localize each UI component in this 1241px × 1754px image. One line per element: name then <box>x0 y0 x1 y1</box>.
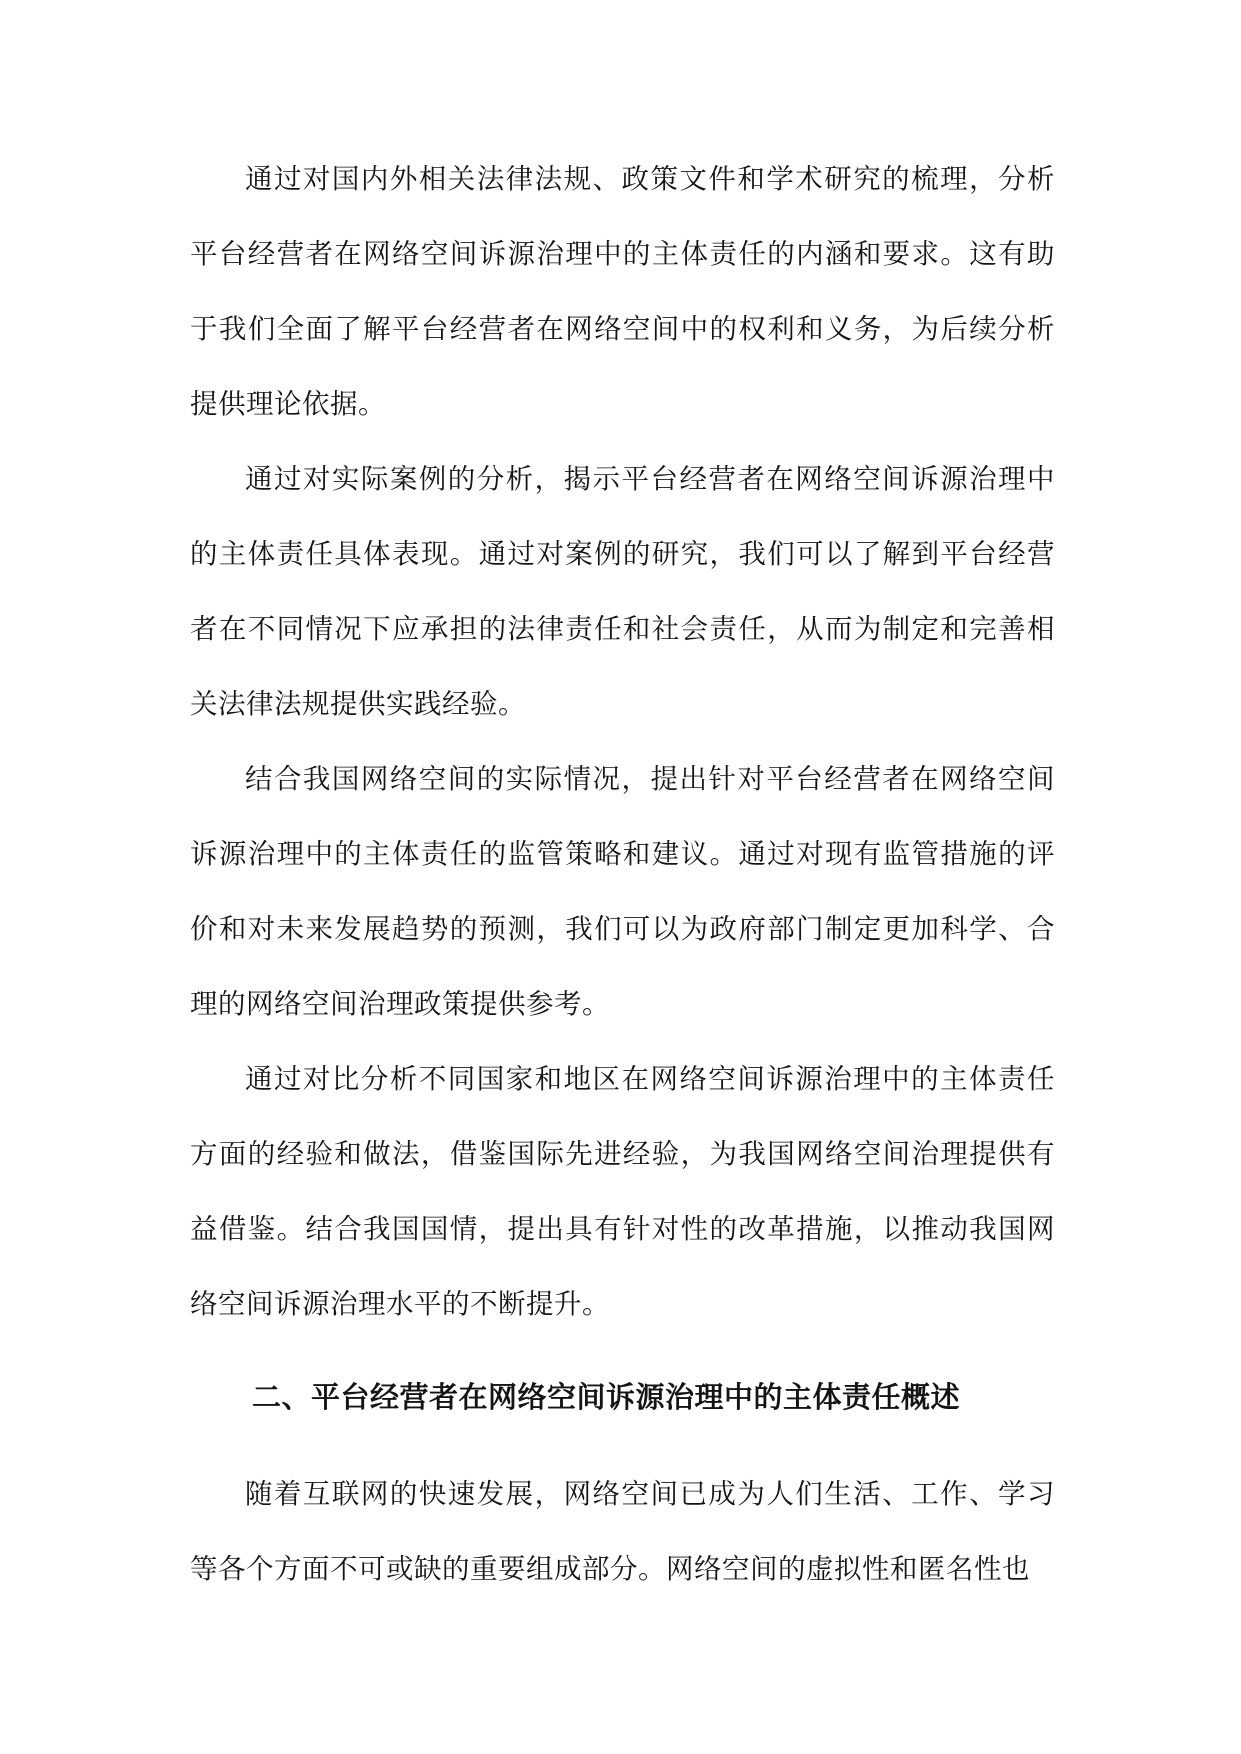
section-heading: 二、平台经营者在网络空间诉源治理中的主体责任概述 <box>252 1380 961 1414</box>
body-text <box>190 142 1055 1342</box>
section-body-text <box>190 1457 1055 1607</box>
paragraph-4: 通过对比分析不同国家和地区在网络空间诉源治理中的主体责任方面的经验和做法，借鉴国际先进经验，为我国网络空间治理提供有益借鉴。结合我国国情，提出具有针对性的改革措施，以推动我国网络空间诉源治理水平的不断提升。 <box>190 1063 1055 1320</box>
paragraph-1: 通过对国内外相关法律法规、政策文件和学术研究的梳理，分析平台经营者在网络空间诉源治理中的主体责任的内涵和要求。这有助于我们全面了解平台经营者在网络空间中的权利和义务，为后续分析提供理论依据。 <box>190 163 1055 420</box>
section-paragraph-1: 随着互联网的快速发展，网络空间已成为人们生活、工作、学习等各个方面不可或缺的重要组成部分。网络空间的虚拟性和匿名性也 <box>190 1478 1055 1585</box>
paragraph-2: 通过对实际案例的分析，揭示平台经营者在网络空间诉源治理中的主体责任具体表现。通过对案例的研究，我们可以了解到平台经营者在不同情况下应承担的法律责任和社会责任，从而为制定和完善相关法律法规提供实践经验。 <box>190 463 1055 720</box>
paragraph-3: 结合我国网络空间的实际情况，提出针对平台经营者在网络空间诉源治理中的主体责任的监管策略和建议。通过对现有监管措施的评价和对未来发展趋势的预测，我们可以为政府部门制定更加科学、合理的网络空间治理政策提供参考。 <box>190 763 1055 1020</box>
